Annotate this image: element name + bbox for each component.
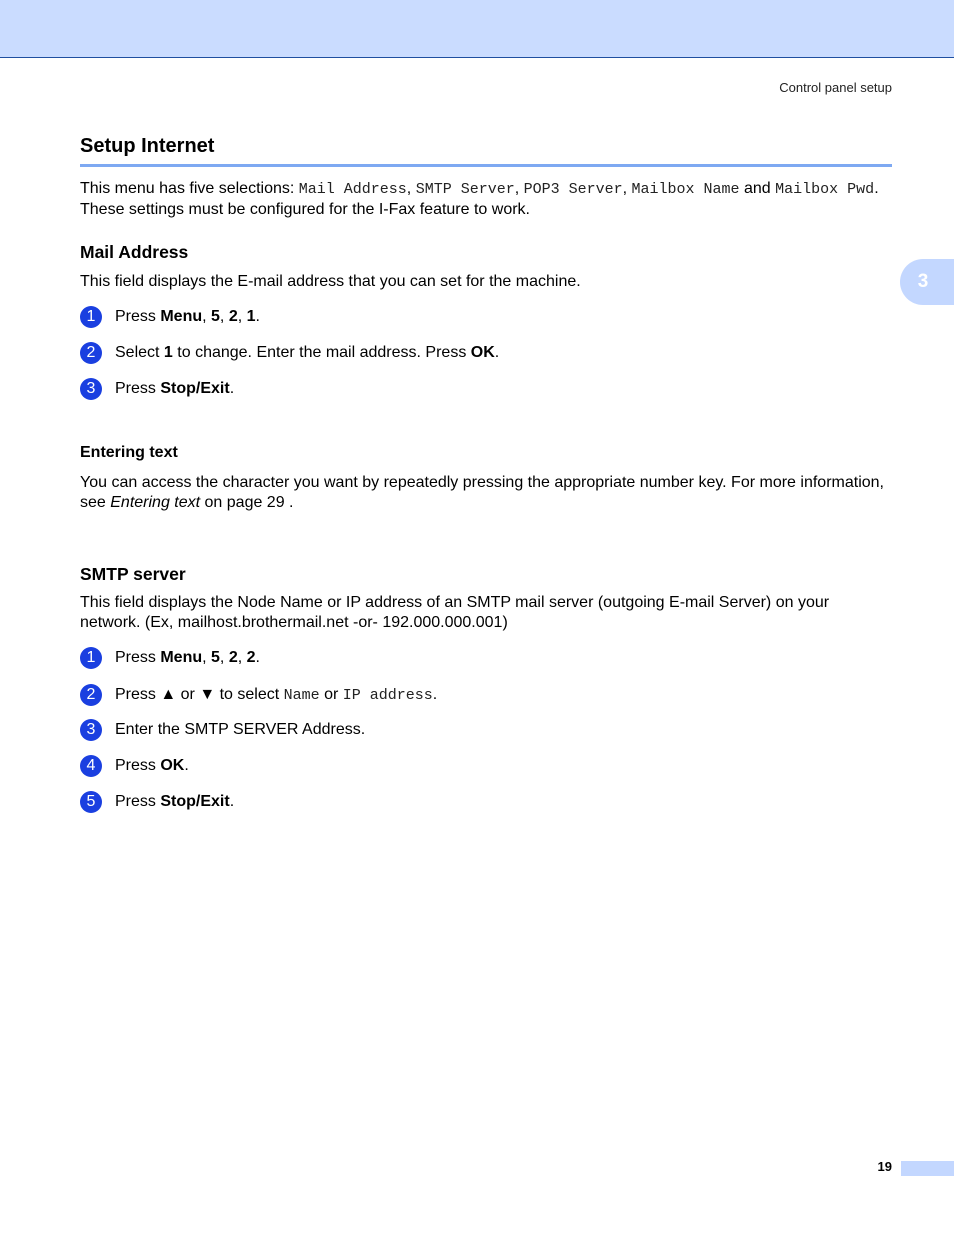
step-text: Press OK. xyxy=(115,757,189,774)
menu-item-mailbox-pwd: Mailbox Pwd xyxy=(775,181,875,198)
step-text: Press Stop/Exit. xyxy=(115,793,235,810)
smtp-step-3 xyxy=(80,718,365,742)
intro-text: This menu has five selections: xyxy=(80,180,299,197)
menu-item-mailbox-name: Mailbox Name xyxy=(631,181,740,198)
footer-band xyxy=(901,1161,954,1176)
entering-text-heading: Entering text xyxy=(80,444,178,461)
menu-item-pop3-server: POP3 Server xyxy=(523,181,623,198)
menu-item-smtp-server: SMTP Server xyxy=(415,181,515,198)
smtp-server-description: This field displays the Node Name or IP address of an SMTP mail server (outgoing E-mail Server) on your network. (Ex, mailhost.brothermail.net -or- 192.000.000.001) xyxy=(80,594,830,631)
mail-address-heading: Mail Address xyxy=(80,242,189,262)
separator: , xyxy=(514,180,524,197)
intro-paragraph xyxy=(80,179,892,220)
chapter-tab: 3 xyxy=(900,259,954,305)
section-title-rule xyxy=(80,164,892,167)
separator: and xyxy=(739,180,776,197)
smtp-server-heading: SMTP server xyxy=(80,564,186,584)
cross-reference-link: Entering text xyxy=(110,494,201,511)
step-number-icon: 1 xyxy=(80,306,102,328)
smtp-step-1 xyxy=(80,646,260,670)
smtp-step-4 xyxy=(80,754,189,778)
menu-item-mail-address: Mail Address xyxy=(298,181,407,198)
step-number-icon: 5 xyxy=(80,791,102,813)
step-number-icon: 3 xyxy=(80,719,102,741)
step-number-icon: 1 xyxy=(80,647,102,669)
smtp-step-2 xyxy=(80,683,437,707)
entering-text-paragraph: You can access the character you want by repeatedly pressing the appropriate number key. For more information, see Entering text on page 29 . xyxy=(80,474,884,511)
step-number-icon: 4 xyxy=(80,755,102,777)
step-number-icon: 2 xyxy=(80,684,102,706)
page-number: 19 xyxy=(877,1159,892,1174)
step-text: Enter the SMTP SERVER Address. xyxy=(115,721,366,738)
separator: , xyxy=(406,180,416,197)
mail-address-step-3 xyxy=(80,377,234,401)
step-text: Press Menu, 5, 2, 1. xyxy=(115,308,260,325)
mail-address-step-2 xyxy=(80,341,499,365)
mail-address-step-1 xyxy=(80,305,260,329)
step-text: Select 1 to change. Enter the mail address. Press OK. xyxy=(115,344,500,361)
down-arrow-icon: ▼ xyxy=(199,686,216,703)
up-arrow-icon: ▲ xyxy=(160,686,177,703)
separator: , xyxy=(622,180,632,197)
header-band xyxy=(0,0,954,58)
step-text: Press Menu, 5, 2, 2. xyxy=(115,649,260,666)
step-number-icon: 3 xyxy=(80,378,102,400)
mail-address-description: This field displays the E-mail address that you can set for the machine. xyxy=(80,273,581,290)
smtp-step-5 xyxy=(80,790,234,814)
step-text: Press Stop/Exit. xyxy=(115,380,235,397)
step-text: Press ▲ or ▼ to select Name or IP address. xyxy=(115,686,438,704)
running-header: Control panel setup xyxy=(779,80,892,95)
step-number-icon: 2 xyxy=(80,342,102,364)
intro-text: . These settings must be configured for the I-Fax feature to work. xyxy=(80,180,879,218)
section-title: Setup Internet xyxy=(80,135,215,157)
